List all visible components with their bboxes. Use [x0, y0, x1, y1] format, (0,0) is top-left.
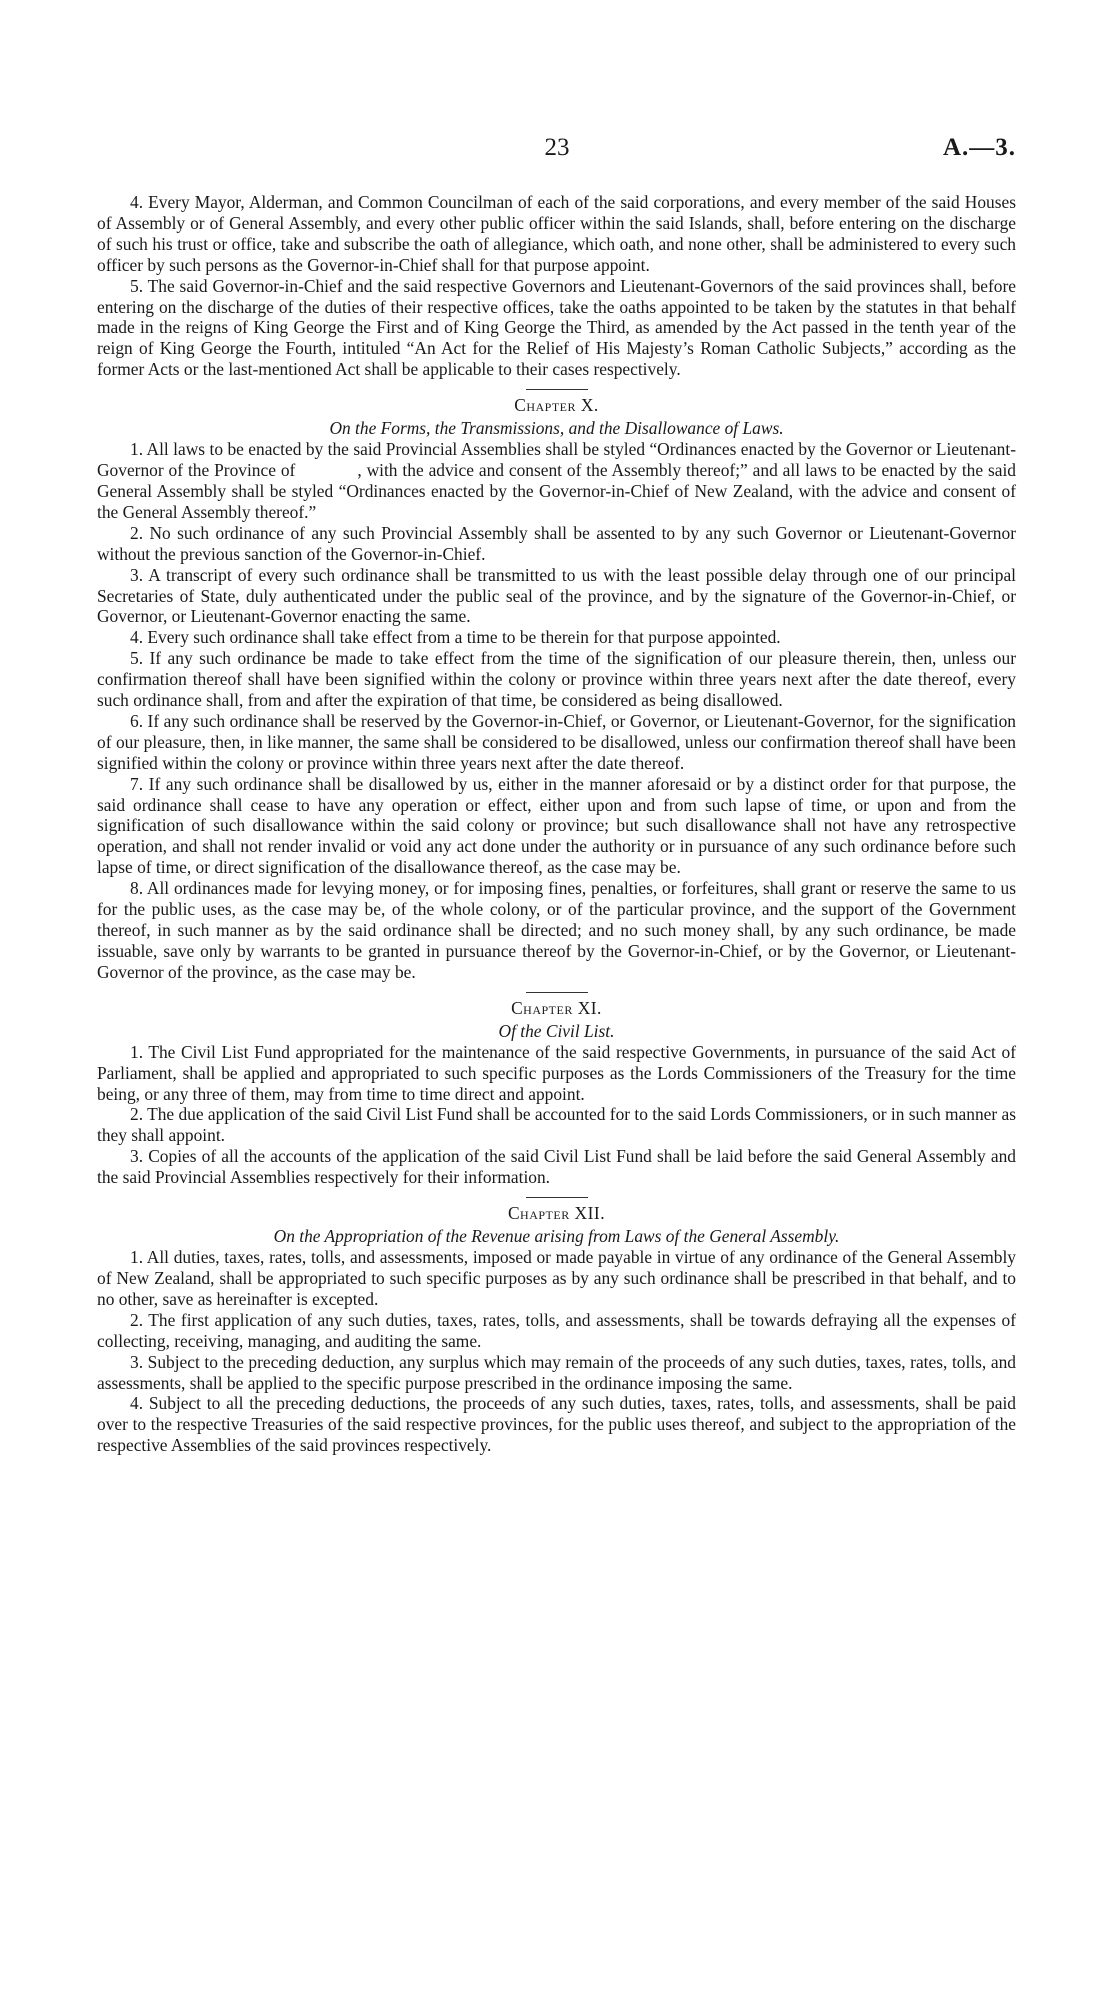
document-reference: A.—3. — [942, 134, 1016, 161]
chapter-xi-paragraph-2: 2. The due application of the said Civil List Fund shall be accounted for to the said Lords Commissioners, or in such manner as they shall appoint. — [97, 1104, 1016, 1146]
chapter-x-paragraph-1-end: , with the advice and consent of the Assembly thereof;” and all laws to be enacted by the said General Assembly shall be styled “Ordinances enacted by the Governor-in-Chief of New Zealand, with the advice and consent of the General Assembly thereof.” — [97, 460, 1016, 522]
page-header — [0, 134, 1114, 168]
chapter-xii-paragraph-4: 4. Subject to all the preceding deductions, the proceeds of any such duties, taxes, rates, tolls, and assessments, shall be paid over to the respective Treasuries of the said respective provinces, for the public uses thereof, and subject to the appropriation of the respective Assemblies of the said provinces respectively. — [97, 1393, 1016, 1456]
paragraph-intro-4: 4. Every Mayor, Alderman, and Common Councilman of each of the said corporations, and every member of the said Houses of Assembly or of General Assembly, and every other public officer within the said Islands, shall, before entering on the discharge of such his trust or office, take and subscribe the oath of allegiance, which oath, and none other, shall be administered to every such officer by such persons as the Governor-in-Chief shall for that purpose appoint. — [97, 192, 1016, 275]
chapter-x-paragraph-1 — [97, 439, 1016, 523]
chapter-xi-paragraph-1: 1. The Civil List Fund appropriated for the maintenance of the said respective Governments, in pursuance of the said Act of Parliament, shall be applied and appropriated to such specific purposes as the Lords Commissioners of the Treasury for the time being, or any three of them, may from time to time direct and appoint. — [97, 1041, 1016, 1104]
page-number: 23 — [544, 134, 570, 161]
chapter-xii-paragraph-2: 2. The first application of any such duties, taxes, rates, tolls, and assessments, shall be towards defraying all the expenses of collecting, receiving, managing, and auditing the same. — [97, 1309, 1016, 1351]
chapter-xi-title: Chapter XI. — [511, 997, 602, 1018]
chapter-xi-paragraph-3: 3. Copies of all the accounts of the application of the said Civil List Fund shall be laid before the said General Assembly and the said Provincial Assemblies respectively for their information. — [97, 1146, 1016, 1188]
chapter-xi-subtitle: Of the Civil List. — [498, 1020, 615, 1041]
chapter-x-paragraph-3: 3. A transcript of every such ordinance shall be transmitted to us with the least possible delay through one of our principal Secretaries of State, duly authenticated under the public seal of the province, and by the signature of the Governor-in-Chief, or Governor, or Lieutenant-Governor enacting the same. — [97, 564, 1016, 627]
chapter-x-subtitle: On the Forms, the Transmissions, and the Disallowance of Laws. — [329, 418, 784, 439]
chapter-x-paragraph-8: 8. All ordinances made for levying money, or for imposing fines, penalties, or forfeitures, shall grant or reserve the same to us for the public uses, as the case may be, of the whole colony, or of the particular province, and the support of the Government thereof, in such manner as by the said ordinance shall be directed; and no such money shall, by any such ordinance, be made issuable, save only by warrants to be granted in pursuance thereof by the Governor-in-Chief, or by the Governor, or Lieutenant-Governor of the province, as the case may be. — [97, 878, 1016, 982]
paragraph-intro-5: 5. The said Governor-in-Chief and the said respective Governors and Lieutenant-Governors of the said provinces shall, before entering on the discharge of the duties of their respective offices, take the oaths appointed to be taken by the statutes in that behalf made in the reigns of King George the First and of King George the Third, as amended by the Act passed in the tenth year of the reign of King George the Fourth, intituled “An Act for the Relief of His Majesty’s Roman Catholic Subjects,” according as the former Acts or the last-mentioned Act shall be applicable to their cases respectively. — [97, 275, 1016, 380]
chapter-divider — [526, 1197, 588, 1198]
chapter-x-paragraph-2: 2. No such ordinance of any such Provincial Assembly shall be assented to by any such Governor or Lieutenant-Governor without the previous sanction of the Governor-in-Chief. — [97, 522, 1016, 564]
chapter-x-paragraph-5: 5. If any such ordinance be made to take effect from the time of the signification of our pleasure therein, then, unless our confirmation thereof shall have been signified within the colony or province within three years next after the date thereof, every such ordinance shall, from and after the expiration of that time, be considered as being disallowed. — [97, 648, 1016, 711]
chapter-xii-subtitle: On the Appropriation of the Revenue arising from Laws of the General Assembly. — [273, 1226, 840, 1247]
chapter-x-paragraph-4: 4. Every such ordinance shall take effect from a time to be therein for that purpose appointed. — [130, 627, 781, 648]
chapter-divider — [526, 992, 588, 993]
chapter-divider — [526, 389, 588, 390]
chapter-xii-paragraph-1: 1. All duties, taxes, rates, tolls, and assessments, imposed or made payable in virtue of any ordinance of the General Assembly of New Zealand, shall be appropriated to such specific purposes as by any such ordinance shall be prescribed in that behalf, and to no other, save as hereinafter is excepted. — [97, 1247, 1016, 1309]
chapter-x-paragraph-1-start: 1. All laws to be enacted by the said Provincial Assemblies shall be styled “Ordinances enacted by the Governor or Lieutenant-Governor of the Province of — [97, 439, 1016, 481]
chapter-xii-paragraph-3: 3. Subject to the preceding deduction, any surplus which may remain of the proceeds of any such duties, taxes, rates, tolls, and assessments, shall be applied to the specific purpose prescribed in the ordinance imposing the same. — [97, 1351, 1016, 1393]
chapter-x-paragraph-7: 7. If any such ordinance shall be disallowed by us, either in the manner aforesaid or by a distinct order for that purpose, the said ordinance shall cease to have any operation or effect, either upon and from such lapse of time, or upon and from the signification of such disallowance within the said colony or province; but such disallowance shall not have any retrospective operation, and shall not render invalid or void any act done under the authority or in pursuance of any such ordinance before such lapse of time, or direct signification of the disallowance thereof, as the case may be. — [97, 773, 1016, 878]
chapter-xii-title: Chapter XII. — [507, 1203, 606, 1224]
chapter-x-title: Chapter X. — [514, 395, 599, 416]
chapter-x-paragraph-6: 6. If any such ordinance shall be reserved by the Governor-in-Chief, or Governor, or Lieutenant-Governor, for the signification of our pleasure, then, in like manner, the same shall be considered to be disallowed, unless our confirmation thereof shall have been signified within the colony or province within three years next after the date thereof. — [97, 710, 1016, 773]
page-body — [97, 192, 1016, 1456]
